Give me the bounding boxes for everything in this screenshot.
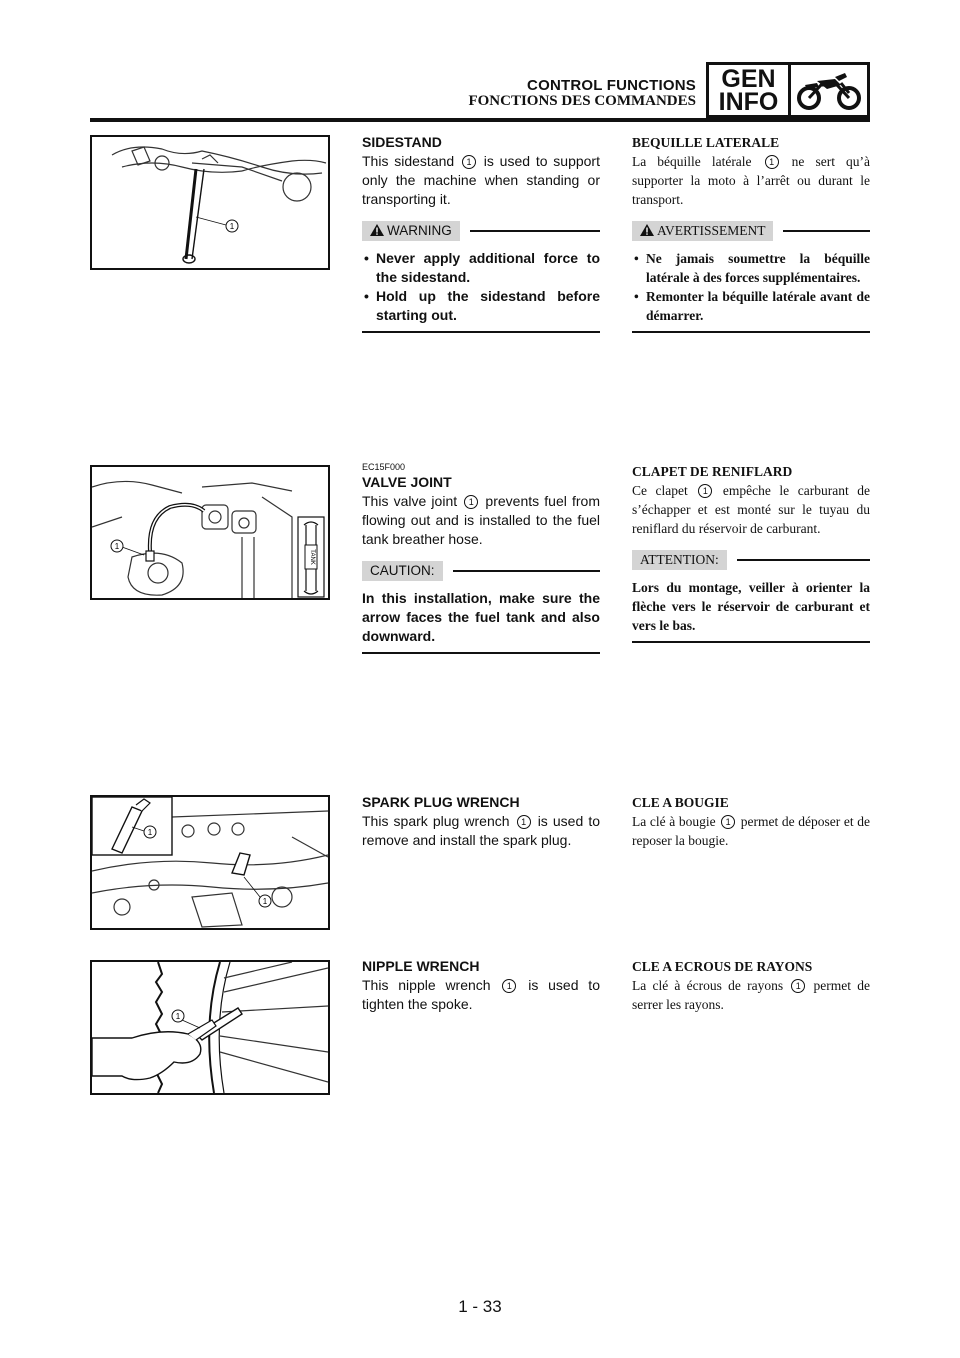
warning-label: WARNING xyxy=(362,221,460,241)
warning-end-rule xyxy=(362,331,600,333)
figure-valve-joint xyxy=(90,465,330,600)
warning-icon xyxy=(370,224,384,236)
callout-1: 1 xyxy=(517,815,531,829)
callout-1: 1 xyxy=(464,495,478,509)
section-body: Ce clapet 1 empêche le carburant de s’échapper et est monté sur le tuyau du reniflard du réservoir de carburant. xyxy=(632,483,870,536)
attention-end-rule xyxy=(632,641,870,643)
caution-rule xyxy=(453,570,600,572)
attention-rule xyxy=(737,559,870,561)
section-code: EC15F000 xyxy=(362,462,406,472)
callout-1: 1 xyxy=(765,155,779,169)
callout-1: 1 xyxy=(698,484,712,498)
valve-joint-en xyxy=(362,462,600,654)
callout-1: 1 xyxy=(791,979,805,993)
warning-icon xyxy=(640,224,654,236)
figure-callout: 1 xyxy=(147,828,153,837)
caution-end-rule xyxy=(362,652,600,654)
header-title-fr: FONCTIONS DES COMMANDES xyxy=(468,93,696,109)
sidestand-illustration xyxy=(92,137,328,268)
section-heading: CLE A BOUGIE xyxy=(632,795,729,810)
attention-text: Lors du montage, veiller à orienter la flèche vers le réservoir de carburant et vers le bas. xyxy=(632,580,870,633)
section-body: La clé à écrous de rayons 1 permet de serrer les rayons. xyxy=(632,978,870,1012)
section-body: La clé à bougie 1 permet de déposer et de reposer la bougie. xyxy=(632,814,870,848)
caution-label: CAUTION: xyxy=(362,561,443,581)
warning-item: • Ne jamais soumettre la béquille latérale à des forces supplémentaires. xyxy=(632,249,870,287)
figure-sidestand xyxy=(90,135,330,270)
nipple-wrench-illustration xyxy=(92,962,328,1093)
section-heading: VALVE JOINT xyxy=(362,474,452,490)
nipple-wrench-en xyxy=(362,957,600,1014)
nipple-wrench-fr xyxy=(632,957,870,1014)
section-tag xyxy=(706,62,788,118)
spark-plug-wrench-fr xyxy=(632,793,870,850)
section-body: This sidestand 1 is used to support only the machine when standing or transporting it. xyxy=(362,153,600,207)
attention-label: ATTENTION: xyxy=(632,550,727,570)
header-title-en: CONTROL FUNCTIONS xyxy=(527,77,696,94)
callout-1: 1 xyxy=(502,979,516,993)
sidestand-en xyxy=(362,133,600,333)
warning-item: • Never apply additional force to the sidestand. xyxy=(362,249,600,287)
section-body: This nipple wrench 1 is used to tighten the spoke. xyxy=(362,977,600,1012)
warning-item: • Hold up the sidestand before starting out. xyxy=(362,287,600,325)
figure-callout: 1 xyxy=(229,222,235,231)
section-tag-line1: GEN xyxy=(721,65,776,93)
section-heading: BEQUILLE LATERALE xyxy=(632,135,780,150)
callout-1: 1 xyxy=(721,815,735,829)
caution-bar xyxy=(362,561,600,581)
valve-joint-illustration xyxy=(92,467,328,598)
figure-callout: 1 xyxy=(175,1012,181,1021)
warning-end-rule xyxy=(632,331,870,333)
warning-list xyxy=(362,249,600,325)
page-number: 1 - 33 xyxy=(458,1297,502,1316)
section-heading: SIDESTAND xyxy=(362,134,442,150)
warning-rule xyxy=(783,230,870,232)
warning-list xyxy=(632,249,870,325)
figure-tank-label: TANK xyxy=(309,549,315,565)
figure-nipple-wrench xyxy=(90,960,330,1095)
figure-callout: 1 xyxy=(114,542,120,551)
section-icon-box xyxy=(788,62,870,118)
warning-bar xyxy=(362,221,600,241)
section-body: This spark plug wrench 1 is used to remove and install the spark plug. xyxy=(362,813,600,848)
spark-plug-wrench-illustration xyxy=(92,797,328,928)
section-heading: CLAPET DE RENIFLARD xyxy=(632,464,793,479)
warning-label: AVERTISSEMENT xyxy=(632,221,773,241)
sidestand-fr xyxy=(632,133,870,333)
caution-text: In this installation, make sure the arrow faces the fuel tank and also downward. xyxy=(362,590,600,644)
spark-plug-wrench-en xyxy=(362,793,600,850)
figure-spark-plug-wrench xyxy=(90,795,330,930)
callout-1: 1 xyxy=(462,155,476,169)
valve-joint-fr xyxy=(632,462,870,643)
warning-rule xyxy=(470,230,600,232)
section-body: This valve joint 1 prevents fuel from flowing out and is installed to the fuel tank breather hose. xyxy=(362,493,601,547)
attention-bar xyxy=(632,550,870,570)
motorcycle-icon xyxy=(791,65,867,115)
section-heading: NIPPLE WRENCH xyxy=(362,958,480,974)
section-tag-line2: INFO xyxy=(718,88,779,116)
section-heading: SPARK PLUG WRENCH xyxy=(362,794,520,810)
section-body: La béquille latérale 1 ne sert qu’à supporter la moto à l’arrêt ou durant le transport. xyxy=(632,154,870,207)
warning-item: • Remonter la béquille latérale avant de démarrer. xyxy=(632,287,870,325)
section-heading: CLE A ECROUS DE RAYONS xyxy=(632,959,813,974)
warning-bar xyxy=(632,221,870,241)
figure-callout: 1 xyxy=(262,897,268,906)
header-rule xyxy=(90,118,870,122)
